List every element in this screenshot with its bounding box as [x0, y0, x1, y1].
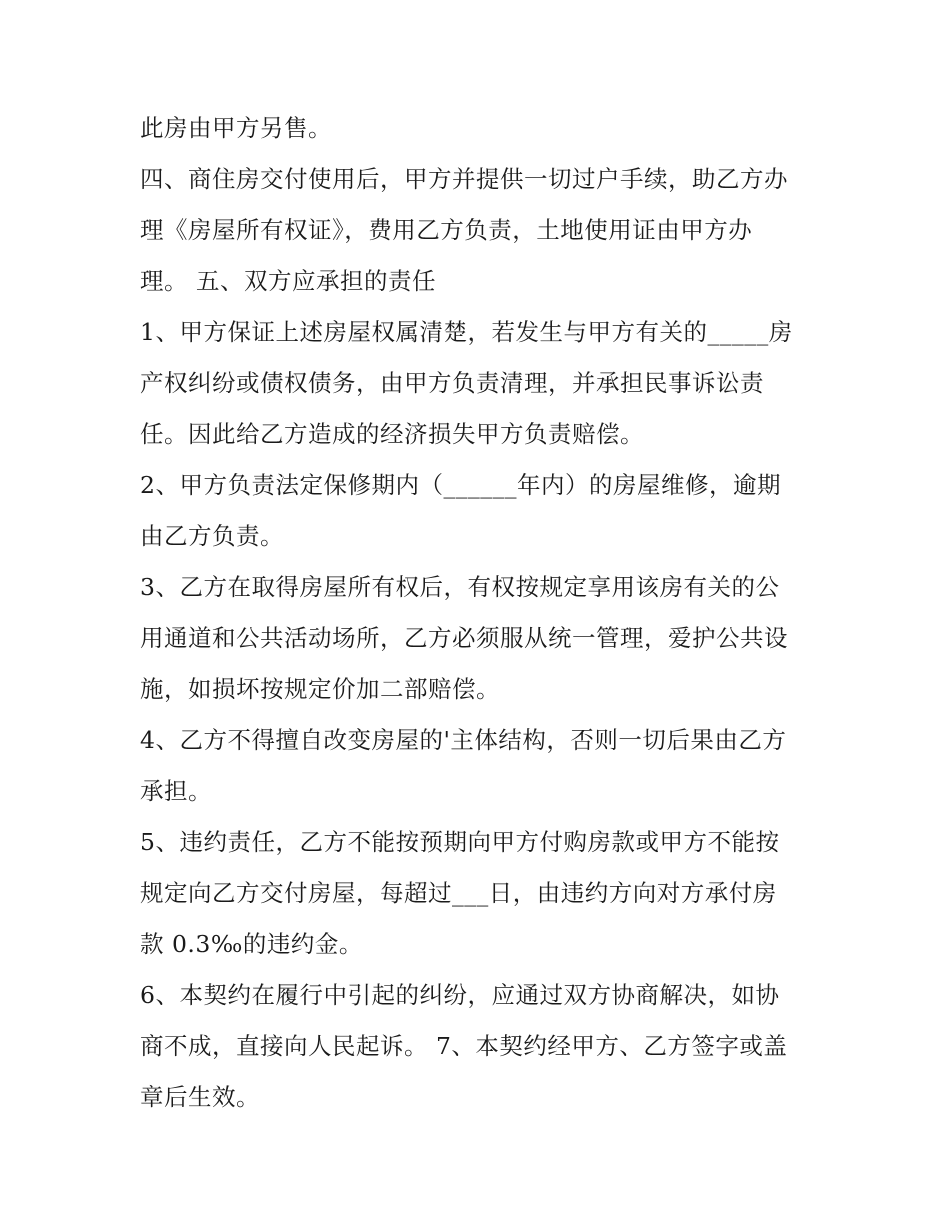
text-line: 理。 五、双方应承担的责任 — [140, 267, 436, 295]
text-line: 由乙方负责。 — [140, 522, 284, 550]
text-line: 施，如损坏按规定价加二部赔偿。 — [140, 675, 500, 703]
text-line: 规定向乙方交付房屋，每超过___日，由违约方向对方承付房 — [140, 879, 777, 907]
text-line: 款 0.3‰的违约金。 — [140, 930, 363, 958]
text-line: 四、商住房交付使用后，甲方并提供一切过户手续，助乙方办 — [140, 165, 788, 193]
text-line: 4、乙方不得擅自改变房屋的'主体结构，否则一切后果由乙方 — [140, 726, 787, 754]
text-line: 5、违约责任，乙方不能按预期向甲方付购房款或甲方不能按 — [140, 828, 780, 856]
text-line: 产权纠纷或债权债务，由甲方负责清理，并承担民事诉讼责 — [140, 369, 764, 397]
text-line: 任。因此给乙方造成的经济损失甲方负责赔偿。 — [140, 420, 644, 448]
text-line: 1、甲方保证上述房屋权属清楚，若发生与甲方有关的_____房 — [140, 318, 793, 346]
text-line: 2、甲方负责法定保修期内（______年内）的房屋维修，逾期 — [140, 471, 781, 499]
text-line: 章后生效。 — [140, 1083, 260, 1111]
text-line: 3、乙方在取得房屋所有权后，有权按规定享用该房有关的公 — [140, 573, 780, 601]
text-line: 6、本契约在履行中引起的纠纷，应通过双方协商解决，如协 — [140, 981, 780, 1009]
text-line: 理《房屋所有权证》，费用乙方负责，土地使用证由甲方办 — [140, 216, 753, 244]
text-line: 此房由甲方另售。 — [140, 114, 332, 142]
text-line: 承担。 — [140, 777, 212, 805]
text-line: 商不成，直接向人民起诉。 7、本契约经甲方、乙方签字或盖 — [140, 1032, 788, 1060]
text-line: 用通道和公共活动场所，乙方必须服从统一管理，爱护公共设 — [140, 624, 788, 652]
